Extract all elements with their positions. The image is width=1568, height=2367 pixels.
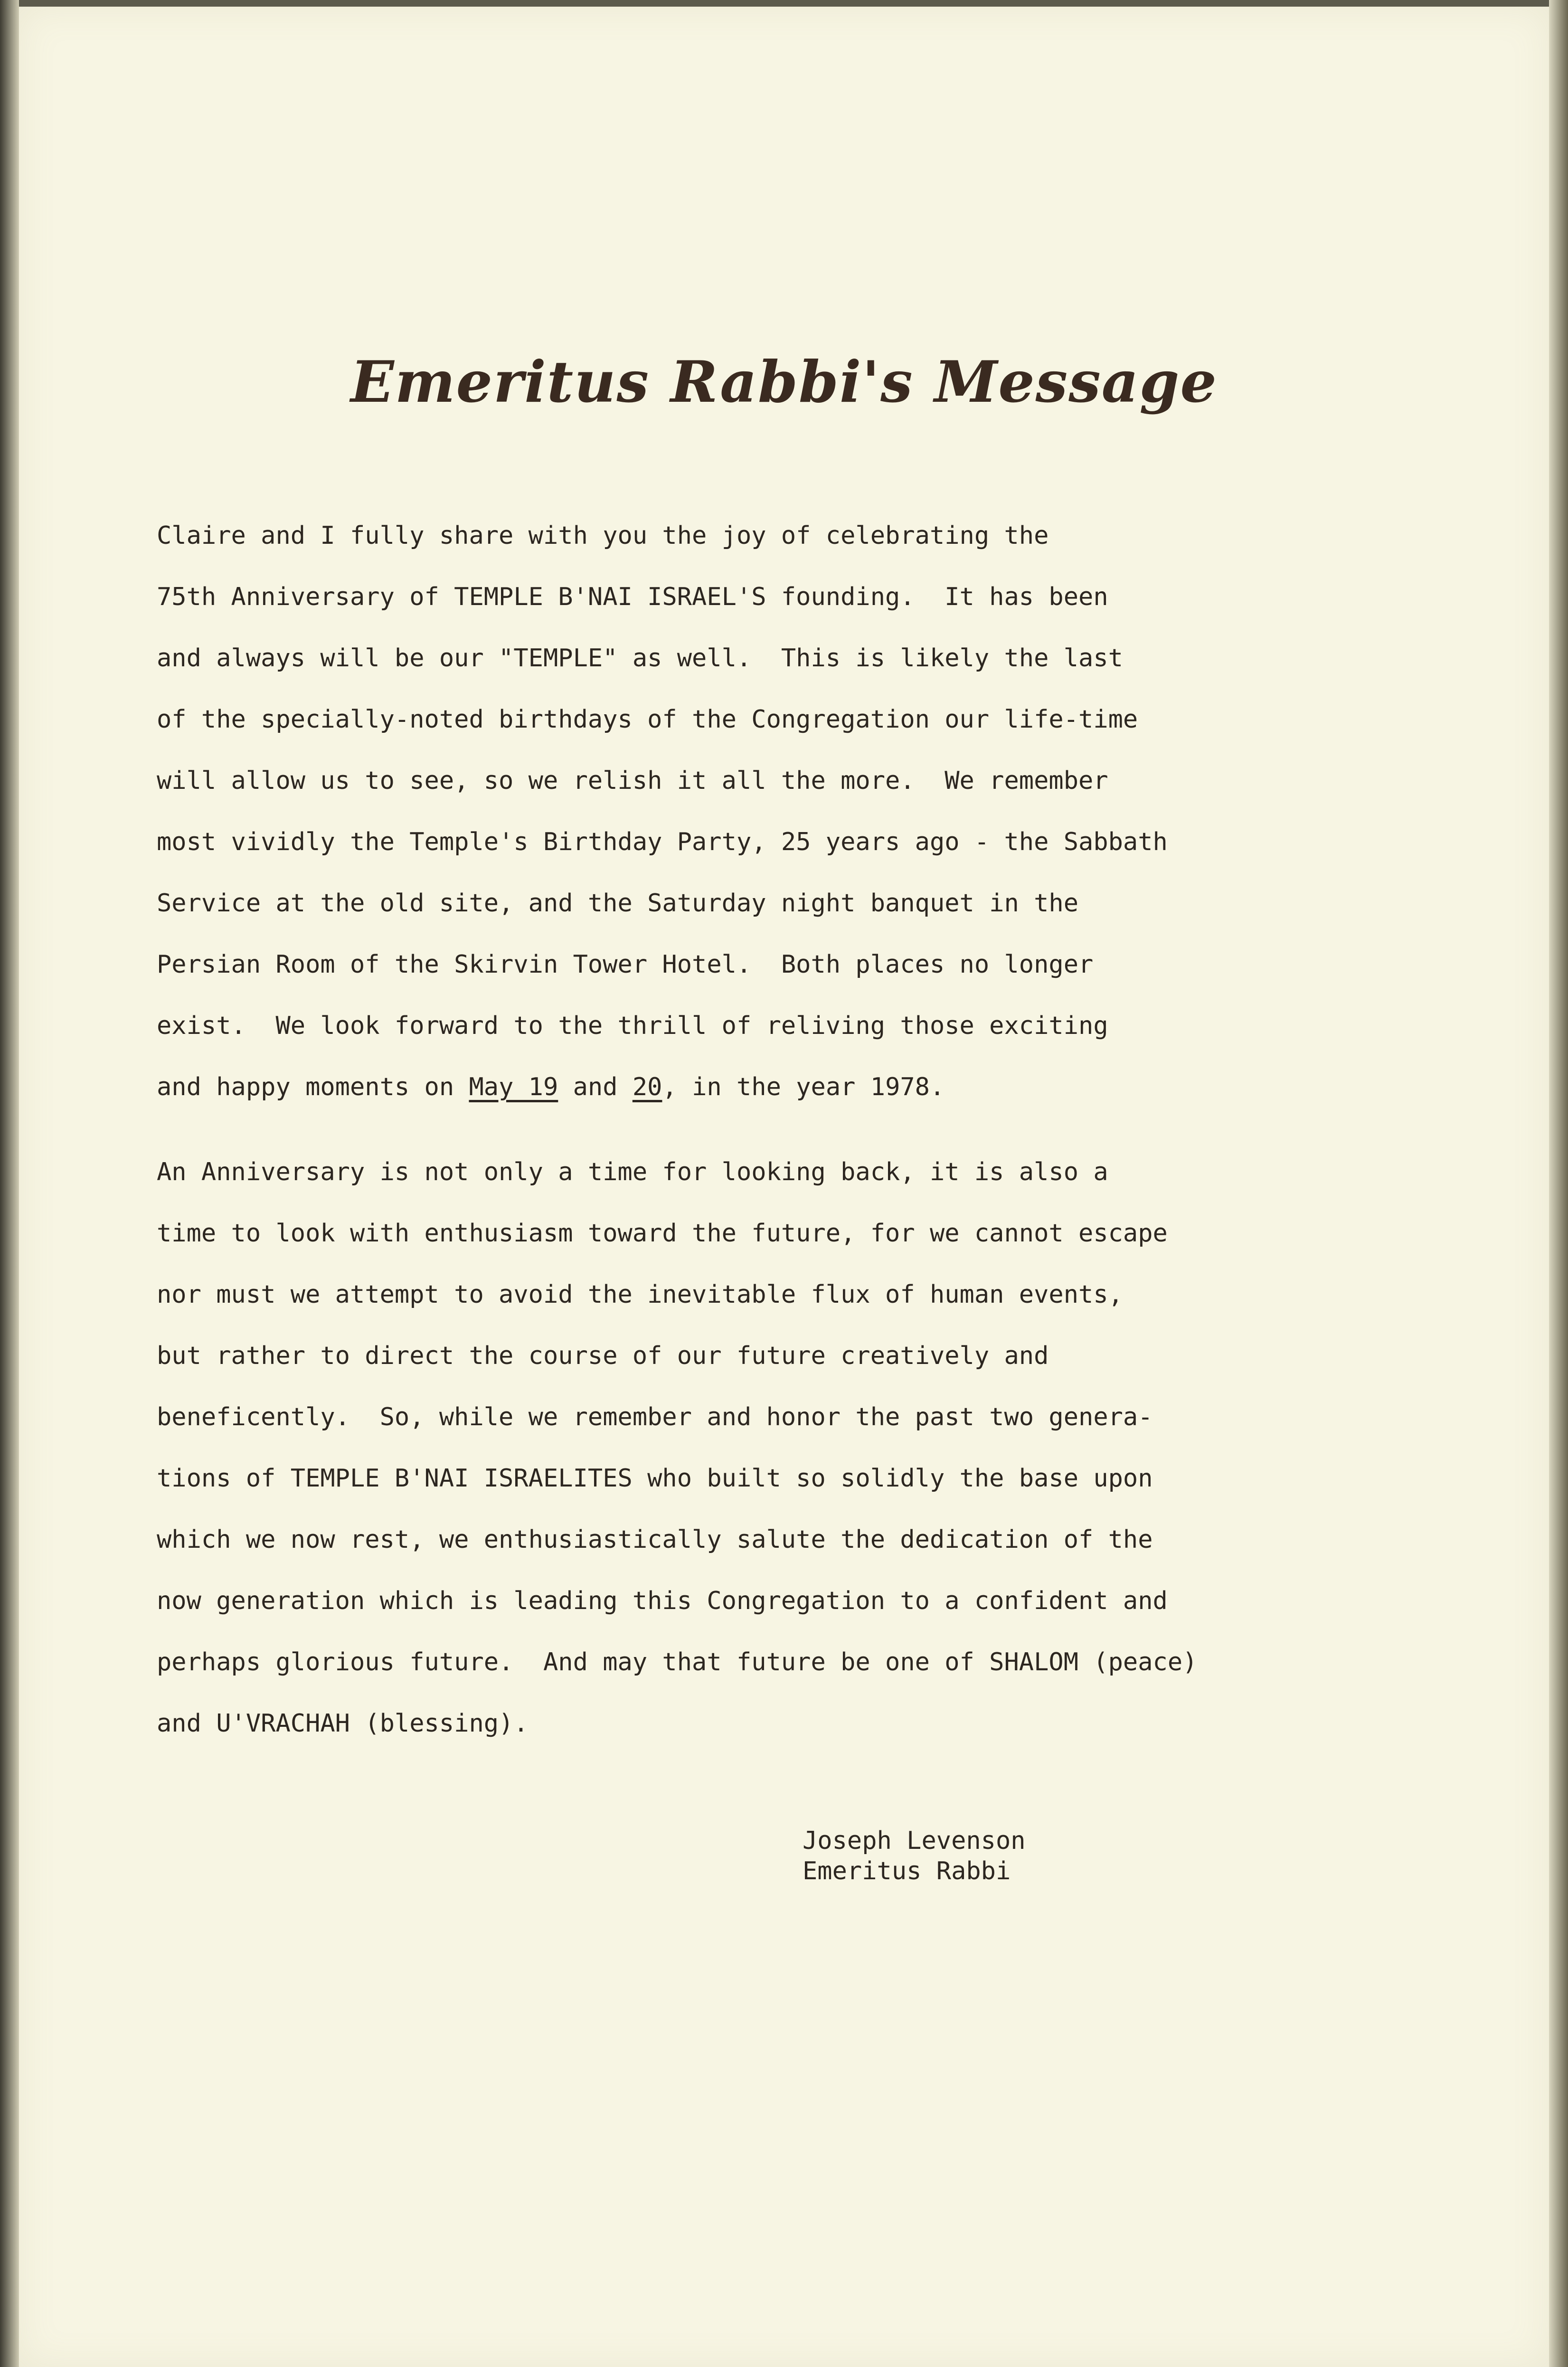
text-segment: and bbox=[558, 1073, 633, 1101]
text-line: 75th Anniversary of TEMPLE B'NAI ISRAEL'S founding. It has been bbox=[157, 583, 1108, 611]
text-line: and U'VRACHAH (blessing). bbox=[157, 1709, 529, 1738]
signature-name: Joseph Levenson bbox=[803, 1827, 1026, 1855]
text-line: nor must we attempt to avoid the inevitable flux of human events, bbox=[157, 1280, 1123, 1309]
text-line: which we now rest, we enthusiastically salute the dedication of the bbox=[157, 1525, 1153, 1554]
text-segment: , in the year 1978. bbox=[662, 1073, 945, 1101]
text-line: exist. We look forward to the thrill of reliving those exciting bbox=[157, 1012, 1108, 1040]
text-line: beneficently. So, while we remember and honor the past two genera- bbox=[157, 1403, 1153, 1431]
text-line: An Anniversary is not only a time for looking back, it is also a bbox=[157, 1158, 1108, 1186]
text-line: now generation which is leading this Congregation to a confident and bbox=[157, 1587, 1168, 1615]
signature-role: Emeritus Rabbi bbox=[803, 1857, 1011, 1885]
text-line: and always will be our "TEMPLE" as well. This is likely the last bbox=[157, 644, 1123, 672]
text-line: tions of TEMPLE B'NAI ISRAELITES who built so solidly the base upon bbox=[157, 1464, 1153, 1493]
text-line: perhaps glorious future. And may that future be one of SHALOM (peace) bbox=[157, 1648, 1198, 1676]
text-line: Claire and I fully share with you the joy of celebrating the bbox=[157, 521, 1049, 550]
page-edge-left bbox=[0, 0, 19, 2367]
text-line: most vividly the Temple's Birthday Party, 25 years ago - the Sabbath bbox=[157, 828, 1168, 856]
text-line-dates bbox=[157, 1057, 1520, 1118]
date-may-19: May 19 bbox=[469, 1073, 558, 1101]
page-edge-right bbox=[1549, 0, 1568, 2367]
date-20: 20 bbox=[632, 1073, 662, 1101]
text-segment: and happy moments on bbox=[157, 1073, 469, 1101]
signature-block bbox=[803, 1826, 1026, 1886]
text-line: of the specially-noted birthdays of the Congregation our life-time bbox=[157, 705, 1138, 734]
text-line: Persian Room of the Skirvin Tower Hotel. Both places no longer bbox=[157, 950, 1094, 979]
paragraph-1 bbox=[157, 505, 1520, 1118]
page-title: Emeritus Rabbi's Message bbox=[350, 349, 1218, 416]
document-page bbox=[19, 7, 1549, 2367]
text-line: Service at the old site, and the Saturday night banquet in the bbox=[157, 889, 1079, 918]
text-line: time to look with enthusiasm toward the future, for we cannot escape bbox=[157, 1219, 1168, 1248]
text-line: but rather to direct the course of our future creatively and bbox=[157, 1342, 1049, 1370]
paragraph-2 bbox=[157, 1142, 1520, 1754]
text-line: will allow us to see, so we relish it all the more. We remember bbox=[157, 767, 1108, 795]
